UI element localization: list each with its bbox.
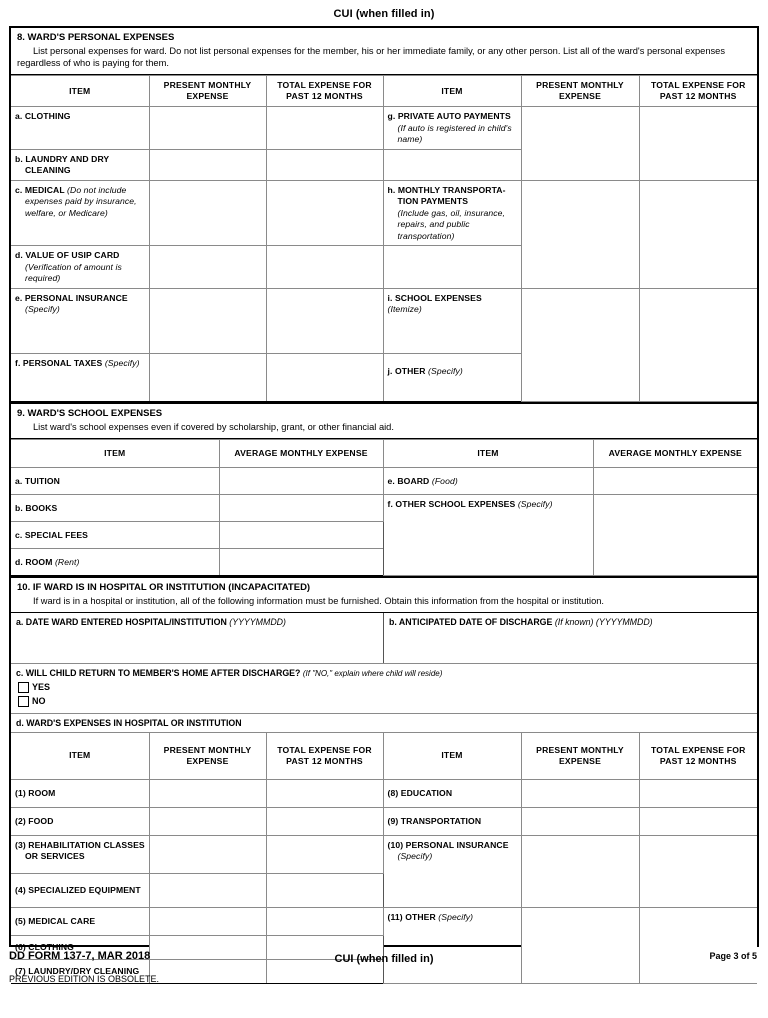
checkbox-row-no[interactable] <box>18 696 752 707</box>
label-inline-note: (Specify) <box>438 911 474 922</box>
form-identifier: DD FORM 137-7, MAR 2018 <box>9 950 151 962</box>
input-transportation-hosp-monthly[interactable] <box>521 807 639 835</box>
question-label <box>16 668 752 679</box>
label-text: (6) CLOTHING <box>15 941 74 952</box>
input-education-total[interactable] <box>639 779 757 807</box>
label-inline-note: (Do not include <box>67 184 127 195</box>
table-header-row <box>11 732 757 779</box>
page-number: Page 3 of 5 <box>709 951 757 961</box>
label-text: f. PERSONAL TAXES <box>15 357 103 368</box>
col-header-item-left: ITEM <box>11 76 149 107</box>
section-10-title: 10. IF WARD IS IN HOSPITAL OR INSTITUTION (INCAPACITATED) <box>17 581 311 593</box>
col-header-total-12mo-left: TOTAL EXPENSE FOR PAST 12 MONTHS <box>266 732 383 779</box>
input-transportation-monthly[interactable] <box>521 180 639 288</box>
table-row <box>11 807 757 835</box>
checkbox-no[interactable] <box>18 696 29 707</box>
table-header-row <box>11 76 757 107</box>
checkbox-yes[interactable] <box>18 682 29 693</box>
input-other-school-expenses-avg[interactable] <box>593 494 757 575</box>
field-date-ward-entered[interactable] <box>11 613 384 663</box>
table-row <box>11 779 757 807</box>
label-text: h. MONTHLY TRANSPORTA- <box>387 184 506 195</box>
row-label-personal-insurance-hospital <box>383 835 521 907</box>
row-label-personal-insurance <box>11 288 149 353</box>
input-food-monthly[interactable] <box>149 807 266 835</box>
table-row <box>11 467 757 494</box>
table-row <box>11 907 757 935</box>
row-label-room-hospital <box>11 779 149 807</box>
previous-edition-notice: PREVIOUS EDITION IS OBSOLETE. <box>9 974 160 984</box>
label-text: (11) OTHER <box>387 911 436 922</box>
label-text: f. OTHER SCHOOL EXPENSES <box>387 498 516 509</box>
input-room-monthly[interactable] <box>149 779 266 807</box>
label-text: (10) PERSONAL INSURANCE <box>387 839 509 850</box>
row-label-laundry-dry-cleaning <box>11 149 149 180</box>
col-header-item-right: ITEM <box>383 732 521 779</box>
row-label-transportation <box>383 807 521 835</box>
cui-banner-bottom: CUI (when filled in) <box>334 953 434 965</box>
col-header-avg-monthly-left: AVERAGE MONTHLY EXPENSE <box>219 439 383 467</box>
row-label-books <box>11 494 219 521</box>
label-inline-note: (Itemize) <box>387 304 422 314</box>
row-label-food <box>11 807 149 835</box>
input-usip-monthly[interactable] <box>149 246 266 289</box>
col-header-total-12mo-right: TOTAL EXPENSE FOR PAST 12 MONTHS <box>639 76 757 107</box>
section-9-description: List ward's school expenses even if covered by scholarship, grant, or other financial aid. <box>33 421 394 432</box>
col-header-present-monthly-left: PRESENT MONTHLY EXPENSE <box>149 732 266 779</box>
row-label-medical <box>11 180 149 246</box>
input-education-monthly[interactable] <box>521 779 639 807</box>
table-row <box>11 835 757 873</box>
col-header-item-left: ITEM <box>11 439 219 467</box>
table-row <box>11 494 757 521</box>
section-8-title: 8. WARD'S PERSONAL EXPENSES <box>17 32 175 43</box>
input-clothing-total[interactable] <box>266 107 383 150</box>
label-text: (5) MEDICAL CARE <box>15 915 96 926</box>
label-note: (If auto is registered in child's name) <box>397 122 512 144</box>
input-food-total[interactable] <box>266 807 383 835</box>
label-note: OR SERVICES <box>25 851 85 861</box>
input-medical-care-total[interactable] <box>266 907 383 935</box>
label-text: j. OTHER <box>387 365 426 376</box>
row-label-tuition <box>11 467 219 494</box>
row-label-other-8 <box>383 353 521 401</box>
label-text: (3) REHABILITATION CLASSES <box>15 839 145 850</box>
section-8-table <box>11 75 757 402</box>
checkbox-label-no: NO <box>32 695 46 706</box>
label-note: (Verification of amount is required) <box>25 261 122 283</box>
label-note: CLEANING <box>25 165 71 175</box>
label-text: b. BOOKS <box>15 502 58 513</box>
row-label-specialized-equipment <box>11 873 149 907</box>
input-laundry-total[interactable] <box>266 149 383 180</box>
field-anticipated-discharge-date[interactable] <box>384 613 757 663</box>
input-clothing-monthly[interactable] <box>149 107 266 150</box>
label-text: a. TUITION <box>15 475 60 486</box>
label-text: e. PERSONAL INSURANCE <box>15 292 128 303</box>
label-inline-note: (Rent) <box>54 556 80 567</box>
col-header-item-left: ITEM <box>11 732 149 779</box>
label-text: d. ROOM <box>15 556 53 567</box>
label-text: d. VALUE OF USIP CARD <box>15 250 120 260</box>
input-personal-insurance-hosp-monthly[interactable] <box>521 835 639 907</box>
input-books-avg[interactable] <box>219 494 383 521</box>
input-personal-insurance-hosp-total[interactable] <box>639 835 757 907</box>
label-note-bold: TION PAYMENTS <box>397 196 469 206</box>
label-inline-note: (Specify) <box>104 357 140 368</box>
row-label-school-expenses <box>383 288 521 353</box>
label-note: expenses paid by insurance, welfare, or Medicare) <box>25 196 137 218</box>
label-text: g. PRIVATE AUTO PAYMENTS <box>387 111 511 121</box>
input-special-fees-avg[interactable] <box>219 521 383 548</box>
input-rehab-total[interactable] <box>266 835 383 873</box>
input-medical-monthly[interactable] <box>149 180 266 246</box>
section-10-header <box>11 576 757 612</box>
label-text: (2) FOOD <box>15 815 54 826</box>
input-personal-taxes-total[interactable] <box>266 353 383 401</box>
section-10d-table <box>11 732 757 984</box>
table-header-row <box>11 439 757 467</box>
label-text: a. CLOTHING <box>15 111 71 121</box>
input-personal-taxes-monthly[interactable] <box>149 353 266 401</box>
row-label-other-school-expenses <box>383 494 593 575</box>
table-row <box>11 288 757 353</box>
label-text: i. SCHOOL EXPENSES <box>387 292 482 303</box>
field-note: (If known) <box>554 616 594 627</box>
col-header-item-right: ITEM <box>383 439 593 467</box>
row-label-private-auto-payments <box>383 107 521 150</box>
label-text: c. WILL CHILD RETURN TO MEMBER'S HOME AFTER DISCHARGE? <box>16 667 301 678</box>
footer-top-row <box>9 950 759 968</box>
label-note: (If "NO," explain where child will reside) <box>302 668 443 678</box>
col-header-total-12mo-left: TOTAL EXPENSE FOR PAST 12 MONTHS <box>266 76 383 107</box>
input-board-avg[interactable] <box>593 467 757 494</box>
label-inline-note: (Specify) <box>428 365 463 376</box>
row-label-education <box>383 779 521 807</box>
label-text: (4) SPECIALIZED EQUIPMENT <box>15 884 141 895</box>
input-equipment-monthly[interactable] <box>149 873 266 907</box>
label-text: b. LAUNDRY AND DRY <box>15 153 110 164</box>
col-header-present-monthly-right: PRESENT MONTHLY EXPENSE <box>521 732 639 779</box>
label-inline-note: (Food) <box>431 475 458 486</box>
section-8-header <box>11 28 757 75</box>
label-note: (Include gas, oil, insurance, repairs, and public transportation) <box>397 207 506 241</box>
label-text: e. BOARD <box>387 475 430 486</box>
row-private-auto-spacer <box>383 149 521 180</box>
row-label-personal-taxes <box>11 353 149 401</box>
row-label-value-of-usip-card <box>11 246 149 289</box>
table-row <box>11 180 757 246</box>
label-text: (1) ROOM <box>15 787 56 798</box>
input-private-auto-total[interactable] <box>639 107 757 181</box>
input-private-auto-monthly[interactable] <box>521 107 639 181</box>
row-label-medical-care <box>11 907 149 935</box>
row-label-special-fees <box>11 521 219 548</box>
checkbox-row-yes[interactable] <box>18 682 752 693</box>
col-header-total-12mo-right: TOTAL EXPENSE FOR PAST 12 MONTHS <box>639 732 757 779</box>
input-school-expenses-total[interactable] <box>639 288 757 401</box>
input-transportation-hosp-total[interactable] <box>639 807 757 835</box>
row-label-clothing <box>11 107 149 150</box>
row-label-board <box>383 467 593 494</box>
section-10d-label: d. WARD'S EXPENSES IN HOSPITAL OR INSTITUTION <box>16 717 242 728</box>
col-header-present-monthly-left: PRESENT MONTHLY EXPENSE <box>149 76 266 107</box>
section-10-description: If ward is in a hospital or institution, all of the following information must be furnished. Obtain this information from the hospital or institution. <box>33 595 605 606</box>
table-row <box>11 107 757 150</box>
input-personal-insurance-total[interactable] <box>266 288 383 353</box>
label-note: (Specify) <box>25 304 60 314</box>
input-room-total[interactable] <box>266 779 383 807</box>
input-usip-total[interactable] <box>266 246 383 289</box>
label-text: c. MEDICAL <box>15 184 65 195</box>
col-header-present-monthly-right: PRESENT MONTHLY EXPENSE <box>521 76 639 107</box>
field-return-home-question <box>11 664 757 714</box>
field-format-hint: (YYYYMMDD) <box>595 616 653 627</box>
page-footer <box>9 950 759 1010</box>
label-note: (Specify) <box>397 851 433 861</box>
col-header-item-right: ITEM <box>383 76 521 107</box>
input-personal-insurance-monthly[interactable] <box>149 288 266 353</box>
input-room-avg[interactable] <box>219 548 383 575</box>
cui-banner-top: CUI (when filled in) <box>333 8 435 20</box>
input-equipment-total[interactable] <box>266 873 383 907</box>
label-inline-note: (Specify) <box>517 498 553 509</box>
label-text: c. SPECIAL FEES <box>15 529 88 540</box>
input-school-expenses-monthly[interactable] <box>521 288 639 401</box>
input-medical-care-monthly[interactable] <box>149 907 266 935</box>
checkbox-label-yes: YES <box>32 681 51 692</box>
row-label-room <box>11 548 219 575</box>
label-text: (7) LAUNDRY/DRY CLEANING <box>15 965 140 976</box>
section-9-table <box>11 439 757 576</box>
col-header-avg-monthly-right: AVERAGE MONTHLY EXPENSE <box>593 439 757 467</box>
section-9-header <box>11 402 757 439</box>
label-text: (9) TRANSPORTATION <box>387 815 482 826</box>
section-9-title: 9. WARD'S SCHOOL EXPENSES <box>17 407 163 419</box>
input-rehab-monthly[interactable] <box>149 835 266 873</box>
field-label: a. DATE WARD ENTERED HOSPITAL/INSTITUTION <box>16 616 227 627</box>
section-8-description: List personal expenses for ward. Do not list personal expenses for the member, his or her immediate family, or any other person. List all of the ward's personal expenses regardless of who is paying for them. <box>17 46 725 68</box>
input-tuition-avg[interactable] <box>219 467 383 494</box>
field-format-hint: (YYYYMMDD) <box>229 616 286 627</box>
row-label-monthly-transportation-payments <box>383 180 521 246</box>
row-transportation-spacer <box>383 246 521 289</box>
row-label-rehabilitation-classes <box>11 835 149 873</box>
input-medical-total[interactable] <box>266 180 383 246</box>
section-10-date-row <box>11 612 757 664</box>
label-text: (8) EDUCATION <box>387 787 453 798</box>
input-laundry-monthly[interactable] <box>149 149 266 180</box>
field-label: b. ANTICIPATED DATE OF DISCHARGE <box>389 616 553 627</box>
input-transportation-total[interactable] <box>639 180 757 288</box>
